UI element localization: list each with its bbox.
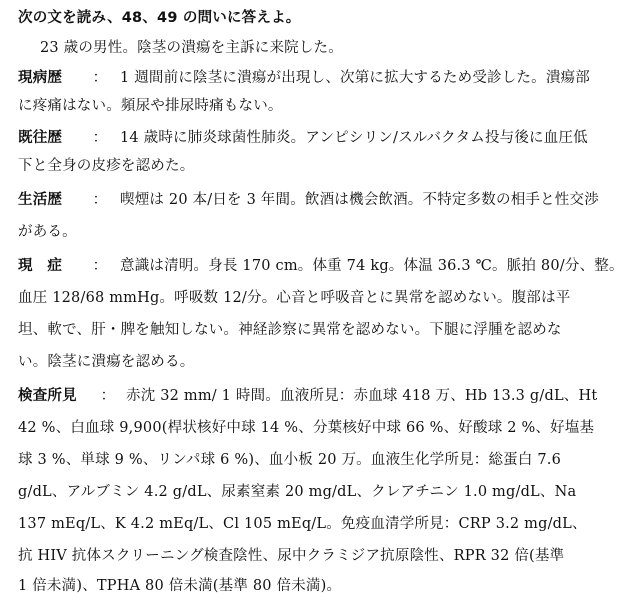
present-status-line-1 (18, 256, 624, 276)
present-illness-label: 現病歴 (18, 70, 63, 86)
lab-findings-colon: ： (100, 388, 116, 404)
question-header: 次の文を読み、48、49 の問いに答えよ。 (18, 10, 301, 26)
present-status-text-1: 意識は清明。身長 170 cm。体重 74 kg。体温 36.3 ℃。脈拍 80/分、整。 (120, 258, 624, 274)
past-history-text-2: 下と全身の皮疹を認めた。 (18, 158, 195, 174)
social-history-text-1: 喫煙は 20 本/日を 3 年間。飲酒は機会飲酒。不特定多数の相手と性交渉 (120, 192, 599, 208)
present-status-text-4: い。陰茎に潰瘍を認める。 (18, 354, 195, 370)
lab-findings-label: 検査所見 (18, 388, 77, 404)
present-illness-line-1 (18, 68, 590, 88)
past-history-colon: ： (92, 130, 108, 146)
present-illness-colon: ： (92, 70, 108, 86)
lab-findings-text-6: 抗 HIV 抗体スクリーニング検査陰性、尿中クラミジア抗原陰性、RPR 32 倍(基準 (18, 548, 565, 564)
present-status-label: 現 症 (18, 258, 63, 274)
lab-findings-text-2: 42 %、白血球 9,900(桿状核好中球 14 %、分葉核好中球 66 %、好酸球 2 %、好塩基 (18, 420, 595, 436)
present-status-colon: ： (92, 258, 108, 274)
social-history-text-2: がある。 (18, 224, 77, 240)
social-history-colon: ： (92, 192, 108, 208)
present-illness-text-1: 1 週間前に陰茎に潰瘍が出現し、次第に拡大するため受診した。潰瘍部 (120, 70, 590, 86)
social-history-line-1 (18, 190, 599, 210)
lab-findings-text-5: 137 mEq/L、K 4.2 mEq/L、Cl 105 mEq/L。免疫血清学所見：CRP 3.2 mg/dL、 (18, 516, 587, 532)
case-intro: 23 歳の男性。陰茎の潰瘍を主訴に来院した。 (40, 40, 343, 56)
present-status-text-3: 坦、軟で、肝・脾を触知しない。神経診察に異常を認めない。下腿に浮腫を認めな (18, 322, 562, 338)
past-history-line-1 (18, 128, 588, 148)
present-status-text-2: 血圧 128/68 mmHg。呼吸数 12/分。心音と呼吸音とに異常を認めない。腹部は平 (18, 290, 571, 306)
lab-findings-text-7: 1 倍未満)、TPHA 80 倍未満(基準 80 倍未満)。 (18, 578, 342, 594)
lab-findings-text-1: 赤沈 32 mm/ 1 時間。血液所見：赤血球 418 万、Hb 13.3 g/dL、Ht (126, 388, 598, 404)
present-illness-text-2: に疼痛はない。頻尿や排尿時痛もない。 (18, 98, 283, 114)
lab-findings-text-4: g/dL、アルブミン 4.2 g/dL、尿素窒素 20 mg/dL、クレアチニン 1.0 mg/dL、Na (18, 484, 577, 500)
past-history-text-1: 14 歳時に肺炎球菌性肺炎。アンピシリン/スルバクタム投与後に血圧低 (120, 130, 588, 146)
lab-findings-text-3: 球 3 %、単球 9 %、リンパ球 6 %)、血小板 20 万。血液生化学所見：総蛋白 7.6 (18, 452, 562, 468)
lab-findings-line-1 (18, 386, 597, 406)
social-history-label: 生活歴 (18, 192, 63, 208)
past-history-label: 既往歴 (18, 130, 63, 146)
